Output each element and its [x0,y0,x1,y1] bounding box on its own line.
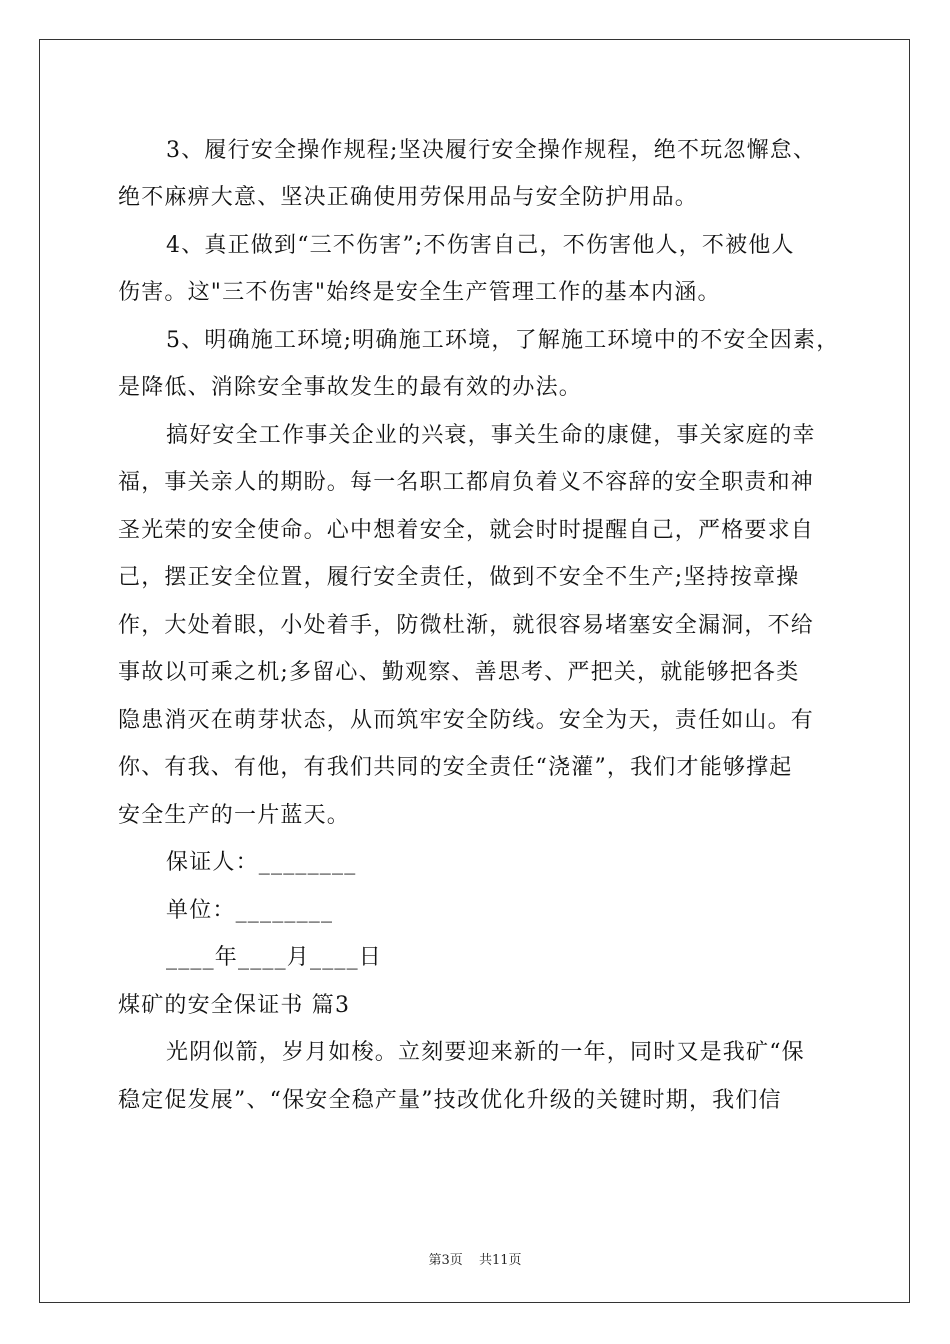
paragraph-line: 稳定促发展”、“保安全稳产量”技改优化升级的关键时期，我们信 [118,1088,782,1113]
page-number: 第3页 [428,1253,463,1268]
paragraph-line: 5、明确施工环境;明确施工环境，了解施工环境中的不安全因素， [166,328,840,353]
paragraph-line: 伤害。这"三不伤害"始终是安全生产管理工作的基本内涵。 [118,280,721,305]
date-field: ____年____月____日 [166,945,383,970]
paragraph-line: 圣光荣的安全使命。心中想着安全，就会时时提醒自己，严格要求自 [118,518,815,543]
paragraph-line: 你、有我、有他，有我们共同的安全责任“浇灌”，我们才能够撑起 [118,755,793,780]
paragraph-line: 光阴似箭，岁月如梭。立刻要迎来新的一年，同时又是我矿“保 [166,1040,805,1065]
paragraph-line: 绝不麻痹大意、坚决正确使用劳保用品与安全防护用品。 [118,185,699,210]
paragraph-line: 搞好安全工作事关企业的兴衰，事关生命的康健，事关家庭的幸 [166,423,816,448]
paragraph-line: 是降低、消除安全事故发生的最有效的办法。 [118,375,583,400]
page-footer [0,1249,950,1268]
paragraph-line: 福，事关亲人的期盼。每一名职工都肩负着义不容辞的安全职责和神 [118,470,815,495]
paragraph-line: 事故以可乘之机;多留心、勤观察、善思考、严把关，就能够把各类 [118,660,800,685]
unit-field: 单位：________ [166,898,334,923]
paragraph-line: 3、履行安全操作规程;坚决履行安全操作规程，绝不玩忽懈怠、 [166,138,817,163]
paragraph-line: 隐患消灭在萌芽状态，从而筑牢安全防线。安全为天，责任如山。有 [118,708,815,733]
guarantor-field: 保证人：________ [166,850,357,875]
total-pages: 共11页 [478,1253,522,1268]
paragraph-line: 己，摆正安全位置，履行安全责任，做到不安全不生产;坚持按章操 [118,565,800,590]
paragraph-line: 作，大处着眼，小处着手，防微杜渐，就很容易堵塞安全漏洞，不给 [118,613,815,638]
section-heading: 煤矿的安全保证书 篇3 [118,993,351,1018]
paragraph-line: 安全生产的一片蓝天。 [118,803,351,828]
paragraph-line: 4、真正做到“三不伤害”;不伤害自己，不伤害他人，不被他人 [166,233,795,258]
